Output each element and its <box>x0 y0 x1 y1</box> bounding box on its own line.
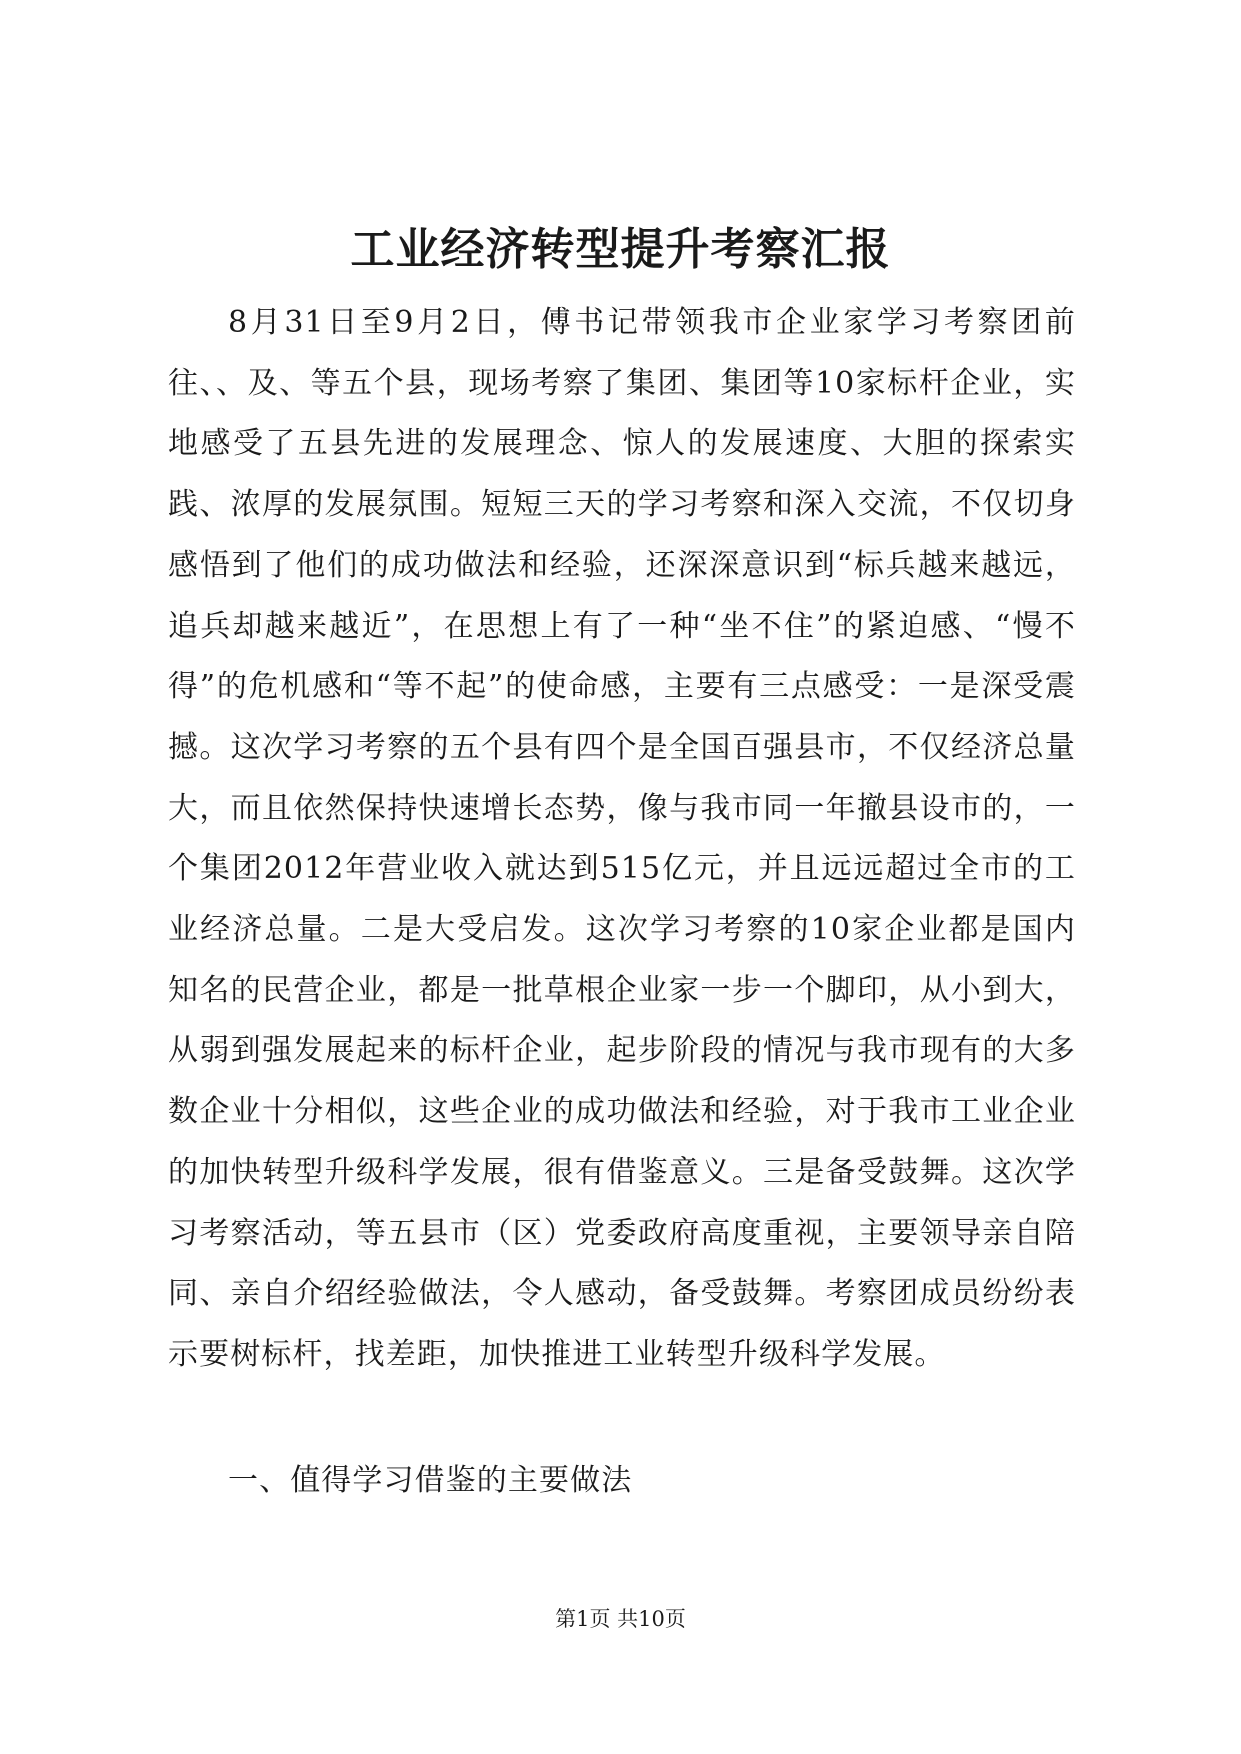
section-heading: 一、值得学习借鉴的主要做法 <box>228 1463 633 1498</box>
page-footer: 第1页 共10页 <box>555 1607 686 1631</box>
document-title: 工业经济转型提升考察汇报 <box>350 224 891 275</box>
intro-paragraph: 8月31日至9月2日，傅书记带领我市企业家学习考察团前往、、及、等五个县，现场考察了集团、集团等10家标杆企业，实地感受了五县先进的发展理念、惊人的发展速度、大胆的探索实践、浓厚的发展氛围。短短三天的学习考察和深入交流，不仅切身感悟到了他们的成功做法和经验，还深深意识到“标兵越来越远，追兵却越来越近”，在思想上有了一种“坐不住”的紧迫感、“慢不得”的危机感和“等不起”的使命感，主要有三点感受：一是深受震撼。这次学习考察的五个县有四个是全国百强县市，不仅经济总量大，而且依然保持快速增长态势，像与我市同一年撤县设市的，一个集团2012年营业收入就达到515亿元，并且远远超过全市的工业经济总量。二是大受启发。这次学习考察的10家企业都是国内知名的民营企业，都是一批草根企业家一步一个脚印，从小到大，从弱到强发展起来的标杆企业，起步阶段的情况与我市现有的大多数企业十分相似，这些企业的成功做法和经验，对于我市工业企业的加快转型升级科学发展，很有借鉴意义。三是备受鼓舞。这次学习考察活动，等五县市（区）党委政府高度重视，主要领导亲自陪同、亲自介绍经验做法，令人感动，备受鼓舞。考察团成员纷纷表示要树标杆，找差距，加快推进工业转型升级科学发展。 <box>168 305 1076 1372</box>
